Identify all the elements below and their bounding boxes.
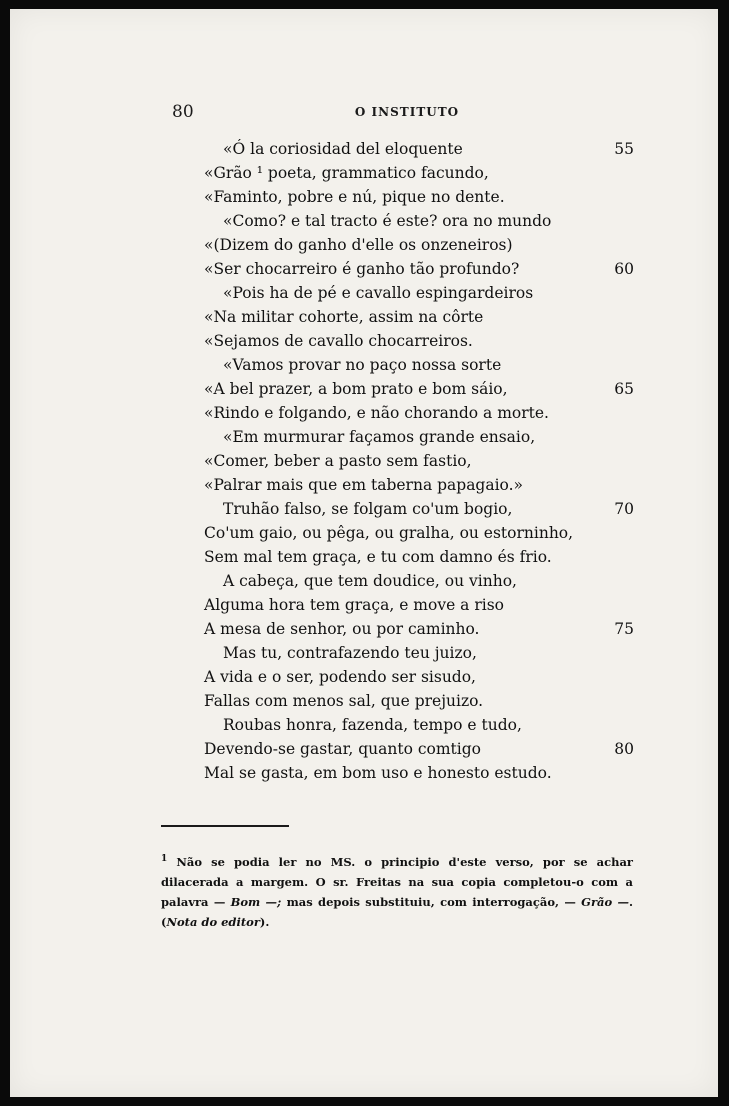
verse-line: «Como? e tal tracto é este? ora no mundo (223, 212, 552, 230)
book-page (10, 9, 718, 1097)
line-number: 75 (614, 620, 634, 638)
footnote-text-d: ). (259, 914, 270, 929)
verse-line: Mal se gasta, em bom uso e honesto estudo. (204, 764, 552, 782)
running-title: O INSTITUTO (354, 105, 460, 119)
footnote-word-grao: Grão — (581, 894, 630, 909)
verse-line: «Grão ¹ poeta, grammatico facundo, (204, 164, 489, 182)
line-number: 60 (614, 260, 634, 278)
verse-line: «Sejamos de cavallo chocarreiros. (204, 332, 473, 350)
verse-line: «Ó la coriosidad del eloquente (223, 140, 463, 158)
verse-line: Devendo-se gastar, quanto comtigo (204, 740, 481, 758)
verse-line: «(Dizem do ganho d'elle os onzeneiros) (204, 236, 513, 254)
footnote-rule (161, 825, 289, 827)
verse-line: A mesa de senhor, ou por caminho. (204, 620, 480, 638)
verse-line: Fallas com menos sal, que prejuizo. (204, 692, 484, 710)
footnote-marker: 1 (161, 854, 168, 864)
verse-line: «Na militar cohorte, assim na côrte (204, 308, 484, 326)
footnote-word-bom: Bom —; (230, 894, 282, 909)
verse-line: A vida e o ser, podendo ser sisudo, (204, 668, 476, 686)
verse-line: Mas tu, contrafazendo teu juizo, (223, 644, 477, 662)
line-number: 80 (614, 740, 634, 758)
footnote-text-c: . ( (161, 894, 634, 929)
verse-line: «Rindo e folgando, e não chorando a morte. (204, 404, 549, 422)
page-number: 80 (172, 102, 194, 122)
verse-line: «Faminto, pobre e nú, pique no dente. (204, 188, 505, 206)
line-number: 65 (614, 380, 634, 398)
verse-line: «Comer, beber a pasto sem fastio, (204, 452, 472, 470)
page-header (172, 102, 642, 124)
verse-line: Truhão falso, se folgam co'um bogio, (223, 500, 513, 518)
line-number: 70 (614, 500, 634, 518)
verse-line: «Em murmurar façamos grande ensaio, (223, 428, 536, 446)
verse-line: Roubas honra, fazenda, tempo e tudo, (223, 716, 522, 734)
verse-line: «A bel prazer, a bom prato e bom sáio, (204, 380, 508, 398)
verse-line: «Palrar mais que em taberna papagaio.» (204, 476, 524, 494)
verse-line: Co'um gaio, ou pêga, ou gralha, ou estorninho, (204, 524, 574, 542)
verse-line: «Ser chocarreiro é ganho tão profundo? (204, 260, 520, 278)
footnote-text-b: mas depois substituiu, com interrogação, — (281, 894, 582, 909)
footnote-note-label: Nota do editor (166, 914, 260, 929)
footnote (161, 849, 633, 932)
verse-line: «Pois ha de pé e cavallo espingardeiros (223, 284, 534, 302)
verse-line: A cabeça, que tem doudice, ou vinho, (223, 572, 517, 590)
verse-line: Alguma hora tem graça, e move a riso (204, 596, 504, 614)
footnote-text-a: Não se podia ler no MS. o principio d'este verso, por se achar dilacerada a margem. O sr. Freitas na sua copia completou-o com a palavra — (161, 854, 633, 909)
verse-line: «Vamos provar no paço nossa sorte (223, 356, 502, 374)
verse-line: Sem mal tem graça, e tu com damno és frio. (204, 548, 552, 566)
line-number: 55 (614, 140, 634, 158)
